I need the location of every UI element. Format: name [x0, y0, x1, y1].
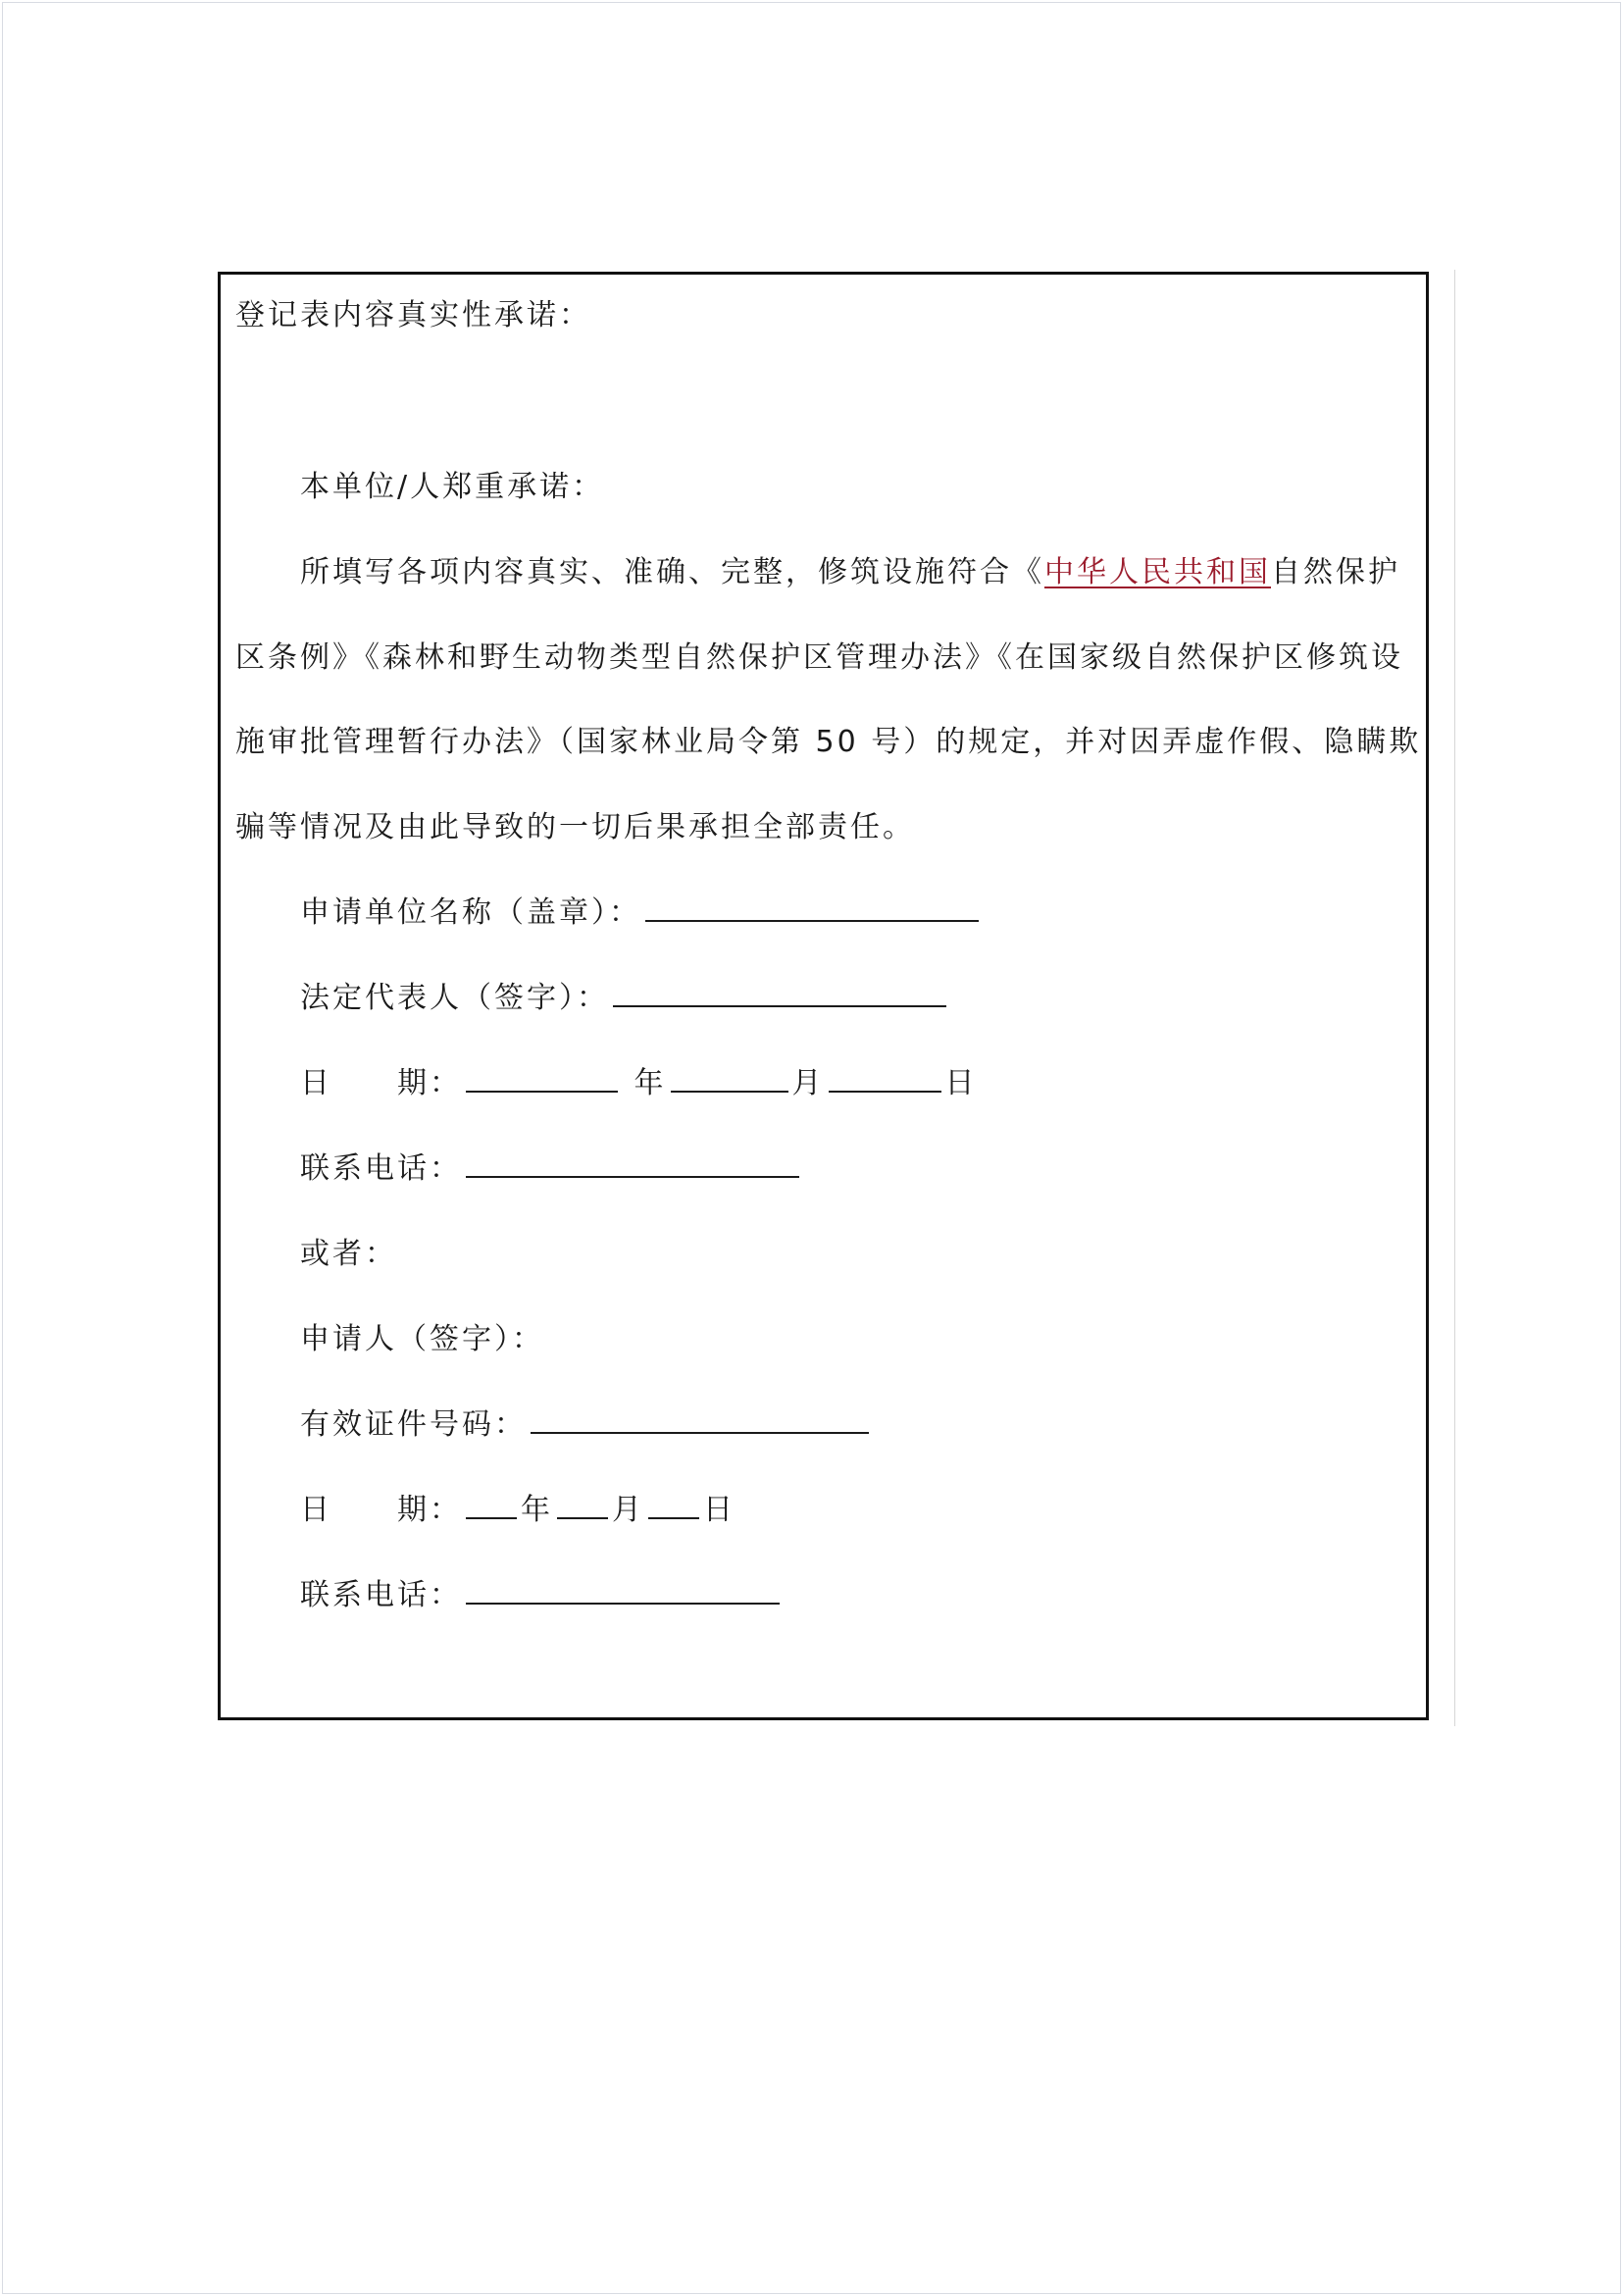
id-row [300, 1405, 873, 1445]
pledge-intro: 本单位/人郑重承诺： [300, 470, 605, 504]
or-label: 或者： [300, 1237, 397, 1271]
org-day-field[interactable] [829, 1065, 941, 1093]
org-year-label: 年 [634, 1066, 667, 1100]
org-phone-field[interactable] [466, 1150, 799, 1178]
pledge-line-1-before: 所填写各项内容真实、准确、完整，修筑设施符合《 [300, 555, 1044, 589]
person-phone-field[interactable] [466, 1577, 780, 1605]
person-day-field[interactable] [648, 1492, 699, 1519]
pledge-line-1-after: 自然保护 [1271, 555, 1400, 589]
org-name-label: 申请单位名称（盖章）： [300, 895, 641, 930]
org-name-field[interactable] [645, 894, 979, 922]
org-name-row [300, 893, 983, 933]
org-date-label: 日 期： [300, 1066, 462, 1100]
form-heading: 登记表内容真实性承诺： [235, 298, 591, 332]
org-day-label: 日 [944, 1066, 978, 1100]
org-month-field[interactable] [671, 1065, 788, 1093]
applicant-label: 申请人（签字）： [300, 1322, 544, 1356]
org-month-label: 月 [791, 1066, 825, 1100]
person-date-row [300, 1491, 735, 1530]
id-label: 有效证件号码： [300, 1407, 527, 1442]
person-month-field[interactable] [557, 1492, 608, 1519]
person-date-label: 日 期： [300, 1493, 462, 1527]
rep-signature-field[interactable] [613, 980, 946, 1007]
person-year-field[interactable] [466, 1492, 517, 1519]
scan-edge-line [1454, 270, 1455, 1726]
person-year-label: 年 [521, 1493, 553, 1527]
pledge-line-1 [300, 553, 1400, 592]
org-phone-row [300, 1149, 803, 1189]
pledge-line-3: 施审批管理暂行办法》（国家林业局令第 50 号）的规定，并对因弄虚作假、隐瞒欺 [235, 725, 1422, 759]
org-phone-label: 联系电话： [300, 1151, 462, 1186]
applicant-row [300, 1320, 544, 1359]
org-date-row [300, 1064, 978, 1103]
org-year-field[interactable] [466, 1065, 618, 1093]
person-day-label: 日 [703, 1493, 735, 1527]
id-number-field[interactable] [531, 1406, 869, 1434]
person-phone-label: 联系电话： [300, 1578, 462, 1612]
person-month-label: 月 [612, 1493, 644, 1527]
pledge-line-2: 区条例》《森林和野生动物类型自然保护区管理办法》《在国家级自然保护区修筑设 [235, 640, 1403, 675]
rep-row [300, 979, 950, 1018]
person-phone-row [300, 1576, 784, 1615]
pledge-line-4: 骗等情况及由此导致的一切后果承担全部责任。 [235, 810, 915, 844]
rep-label: 法定代表人（签字）： [300, 981, 609, 1015]
law-name-link[interactable]: 中华人民共和国 [1044, 555, 1271, 589]
